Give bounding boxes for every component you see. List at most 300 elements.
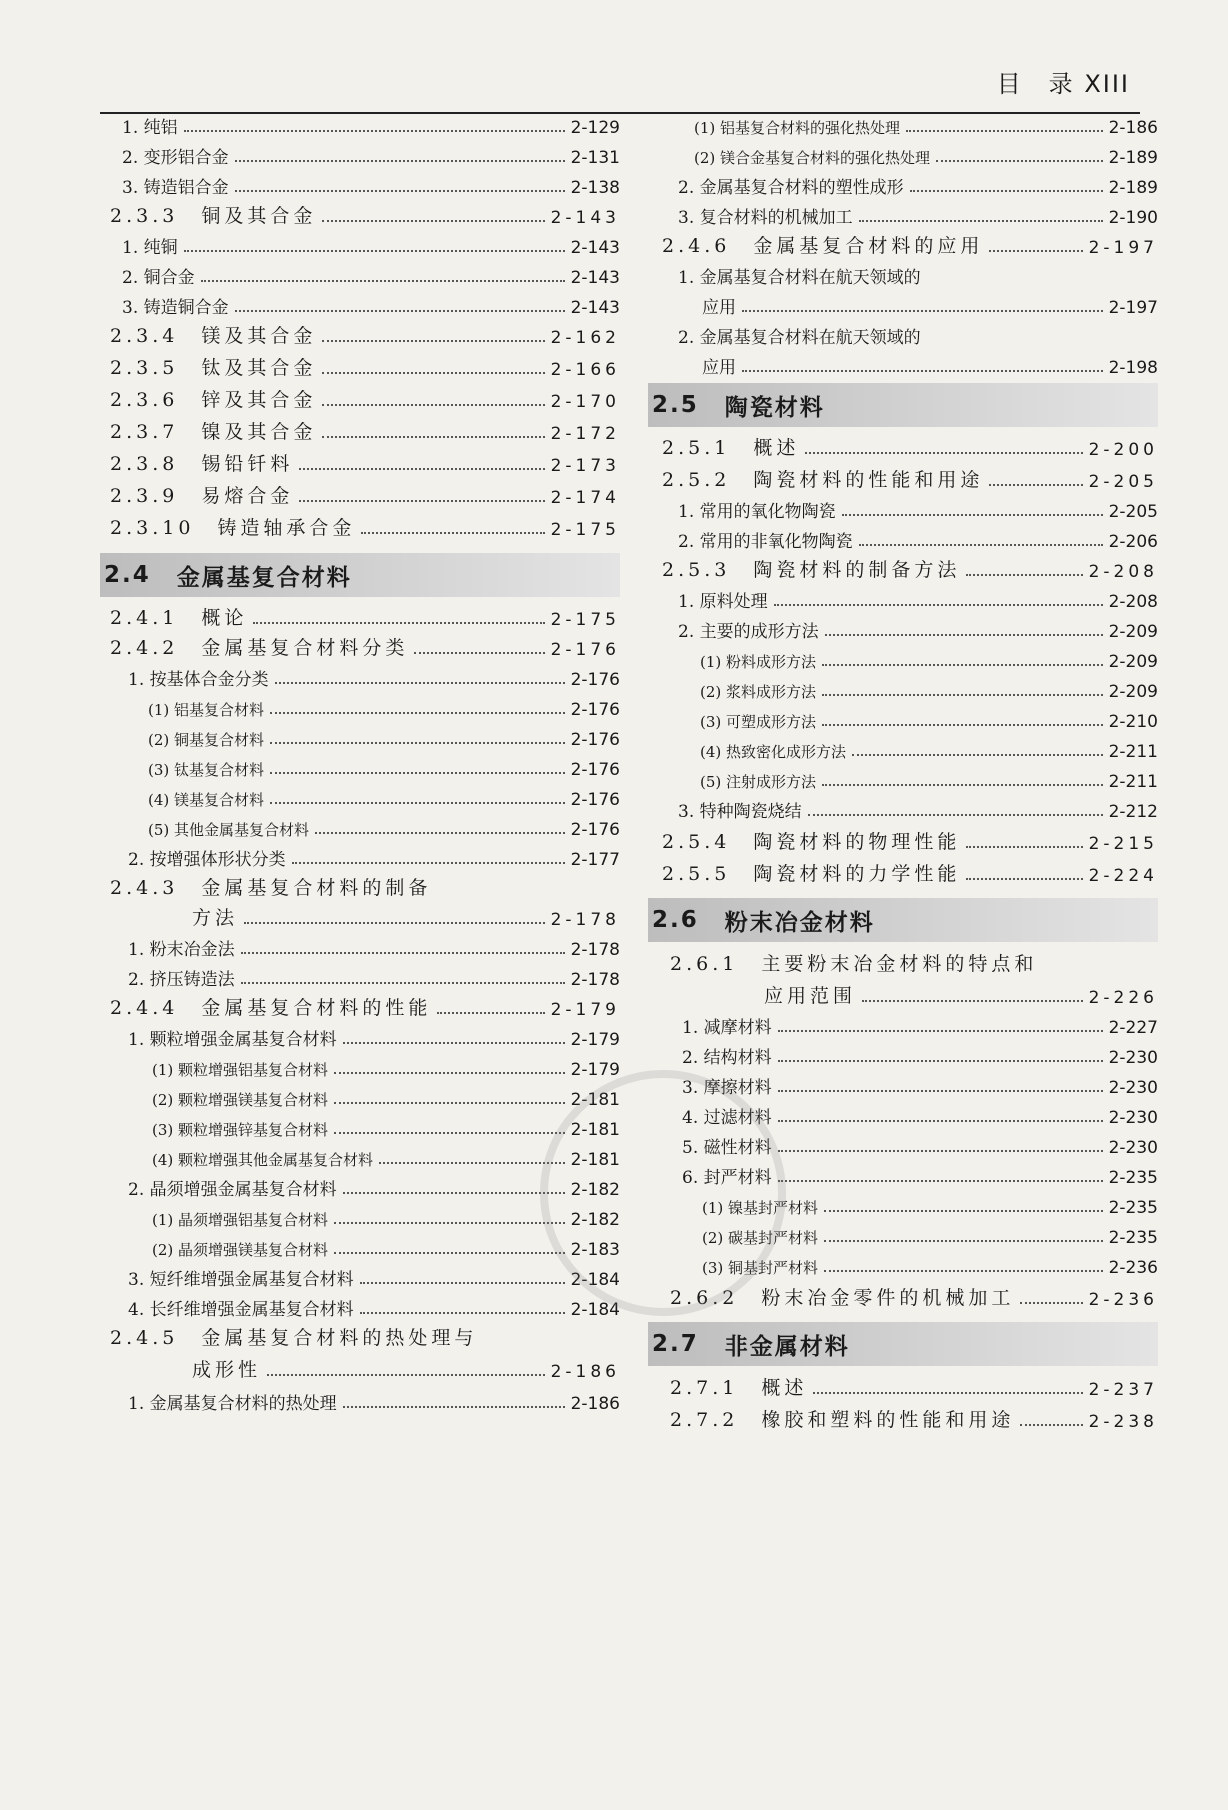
toc-entry[interactable] — [100, 1078, 620, 1110]
toc-entry-page: 2-197 — [1088, 238, 1158, 258]
toc-entry-label: 3. 铸造铜合金 — [122, 298, 229, 318]
toc-entry-label: 1. 纯铜 — [122, 238, 178, 258]
toc-leader-dots — [322, 436, 544, 438]
toc-section-heading[interactable] — [100, 553, 620, 597]
section-title: 粉末冶金材料 — [724, 909, 875, 936]
toc-entry[interactable] — [648, 760, 1158, 792]
toc-entry-page: 2-138 — [570, 178, 620, 198]
toc-leader-dots — [825, 634, 1103, 636]
toc-entry-label: 2.3.8 锡铅钎料 — [110, 453, 294, 475]
toc-entry-label: 2.3.3 铜及其合金 — [110, 205, 317, 227]
toc-entry-page: 2-215 — [1088, 834, 1158, 854]
toc-entry-label: (1) 铝基复合材料 — [148, 701, 265, 719]
toc-entry-page: 2-198 — [1108, 358, 1158, 378]
toc-entry-label: 1. 常用的氧化物陶瓷 — [678, 502, 836, 522]
toc-entry-page: 2-209 — [1108, 682, 1158, 702]
toc-entry-label: 2.5.5 陶瓷材料的力学性能 — [662, 863, 961, 885]
toc-entry[interactable] — [100, 1318, 620, 1350]
toc-entry-page: 2-208 — [1088, 562, 1158, 582]
toc-entry[interactable] — [648, 550, 1158, 582]
toc-entry-page: 2-166 — [550, 360, 620, 380]
toc-entry[interactable] — [100, 988, 620, 1020]
toc-entry-page: 2-209 — [1108, 652, 1158, 672]
toc-entry-label: (1) 粉料成形方法 — [700, 653, 817, 671]
toc-entry[interactable] — [100, 598, 620, 630]
toc-entry-label: 成形性 — [192, 1359, 262, 1381]
toc-entry-page: 2-235 — [1108, 1168, 1158, 1188]
toc-entry-label: 2.3.9 易熔合金 — [110, 485, 294, 507]
toc-entry-label: (5) 注射成形方法 — [700, 773, 817, 791]
toc-entry-label: 3. 特种陶瓷烧结 — [678, 802, 802, 822]
toc-entry-page: 2-211 — [1108, 742, 1158, 762]
toc-entry[interactable] — [100, 196, 620, 228]
toc-leader-dots — [315, 832, 565, 834]
toc-entry[interactable] — [100, 1108, 620, 1140]
toc-entry-label: 2.5.4 陶瓷材料的物理性能 — [662, 831, 961, 853]
toc-leader-dots — [201, 280, 565, 282]
toc-entry-page: 2-178 — [570, 970, 620, 990]
toc-entry-label: (3) 颗粒增强锌基复合材料 — [152, 1121, 329, 1139]
toc-entry[interactable] — [648, 822, 1158, 854]
toc-entry-page: 2-230 — [1108, 1078, 1158, 1098]
toc-entry-page: 2-236 — [1088, 1290, 1158, 1310]
toc-entry-page: 2-227 — [1108, 1018, 1158, 1038]
toc-entry-label: 2.3.6 锌及其合金 — [110, 389, 317, 411]
toc-leader-dots — [235, 310, 565, 312]
toc-entry-page: 2-189 — [1108, 148, 1158, 168]
toc-entry[interactable] — [648, 976, 1158, 1008]
toc-entry[interactable] — [648, 346, 1158, 378]
toc-entry-label: 2. 常用的非氧化物陶瓷 — [678, 532, 853, 552]
toc-entry[interactable] — [100, 380, 620, 412]
toc-section-heading[interactable] — [648, 1322, 1158, 1366]
toc-entry[interactable] — [100, 1350, 620, 1382]
toc-entry-page: 2-170 — [550, 392, 620, 412]
toc-entry-label: 2. 金属基复合材料在航天领域的 — [678, 328, 921, 348]
toc-entry[interactable] — [648, 106, 1158, 138]
toc-leader-dots — [778, 1060, 1103, 1062]
toc-entry-page: 2-205 — [1108, 502, 1158, 522]
toc-entry-label: (2) 颗粒增强镁基复合材料 — [152, 1091, 329, 1109]
toc-entry-label: 2. 结构材料 — [682, 1048, 772, 1068]
toc-entry-page: 2-209 — [1108, 622, 1158, 642]
toc-leader-dots — [824, 1210, 1103, 1212]
toc-leader-dots — [778, 1150, 1103, 1152]
toc-entry-page: 2-177 — [570, 850, 620, 870]
toc-entry[interactable] — [100, 718, 620, 750]
toc-leader-dots — [360, 1312, 565, 1314]
toc-entry-label: 2. 按增强体形状分类 — [128, 850, 286, 870]
toc-entry-page: 2-197 — [1108, 298, 1158, 318]
toc-leader-dots — [808, 814, 1103, 816]
toc-leader-dots — [778, 1030, 1103, 1032]
toc-entry-label: 1. 纯铝 — [122, 118, 178, 138]
section-number: 2.6 — [652, 907, 699, 933]
toc-entry-page: 2-230 — [1108, 1138, 1158, 1158]
toc-leader-dots — [822, 694, 1103, 696]
toc-entry[interactable] — [100, 256, 620, 288]
toc-entry-page: 2-183 — [570, 1240, 620, 1260]
toc-entry-label: 方法 — [192, 907, 239, 929]
toc-entry[interactable] — [100, 1288, 620, 1320]
toc-entry-label: 3. 铸造铝合金 — [122, 178, 229, 198]
toc-entry[interactable] — [648, 1036, 1158, 1068]
toc-leader-dots — [334, 1222, 565, 1224]
toc-entry-label: 2.3.5 钛及其合金 — [110, 357, 317, 379]
toc-leader-dots — [244, 922, 545, 924]
toc-entry-label: 2. 铜合金 — [122, 268, 195, 288]
toc-leader-dots — [989, 250, 1082, 252]
toc-entry-label: 2.7.2 橡胶和塑料的性能和用途 — [670, 1409, 1015, 1431]
toc-entry[interactable] — [100, 136, 620, 168]
toc-entry[interactable] — [100, 348, 620, 380]
toc-entry-page: 2-179 — [570, 1030, 620, 1050]
toc-leader-dots — [334, 1102, 565, 1104]
toc-entry-page: 2-211 — [1108, 772, 1158, 792]
toc-leader-dots — [778, 1180, 1103, 1182]
toc-entry-page: 2-230 — [1108, 1108, 1158, 1128]
toc-leader-dots — [299, 500, 544, 502]
toc-entry-label: (2) 铜基复合材料 — [148, 731, 265, 749]
toc-entry[interactable] — [100, 476, 620, 508]
toc-leader-dots — [360, 1282, 565, 1284]
toc-entry[interactable] — [648, 520, 1158, 552]
toc-entry-label: 1. 按基体合金分类 — [128, 670, 269, 690]
toc-entry[interactable] — [648, 166, 1158, 198]
toc-entry[interactable] — [100, 778, 620, 810]
toc-leader-dots — [774, 604, 1103, 606]
toc-leader-dots — [322, 340, 544, 342]
toc-entry[interactable] — [100, 166, 620, 198]
toc-leader-dots — [989, 484, 1082, 486]
toc-entry-page: 2-181 — [570, 1090, 620, 1110]
toc-entry-label: (4) 镁基复合材料 — [148, 791, 265, 809]
toc-leader-dots — [184, 250, 565, 252]
toc-leader-dots — [235, 160, 565, 162]
toc-entry[interactable] — [100, 1382, 620, 1414]
toc-entry-page: 2-200 — [1088, 440, 1158, 460]
toc-entry[interactable] — [648, 1400, 1158, 1432]
toc-entry-page: 2-176 — [570, 820, 620, 840]
toc-entry[interactable] — [100, 508, 620, 540]
toc-entry-page: 2-224 — [1088, 866, 1158, 886]
toc-entry-label: (2) 浆料成形方法 — [700, 683, 817, 701]
toc-leader-dots — [343, 1042, 565, 1044]
toc-entry[interactable] — [648, 256, 1158, 288]
toc-entry[interactable] — [100, 688, 620, 720]
toc-entry[interactable] — [648, 286, 1158, 318]
toc-entry-label: 2. 挤压铸造法 — [128, 970, 235, 990]
toc-entry[interactable] — [648, 316, 1158, 348]
toc-entry-page: 2-189 — [1108, 178, 1158, 198]
toc-leader-dots — [813, 1392, 1082, 1394]
toc-entry-page: 2-186 — [550, 1362, 620, 1382]
toc-leader-dots — [437, 1012, 544, 1014]
toc-entry-page: 2-206 — [1108, 532, 1158, 552]
section-title: 非金属材料 — [724, 1333, 850, 1360]
toc-leader-dots — [184, 130, 565, 132]
toc-leader-dots — [859, 544, 1103, 546]
toc-entry[interactable] — [648, 854, 1158, 886]
toc-entry-page: 2-176 — [570, 670, 620, 690]
toc-leader-dots — [842, 514, 1103, 516]
toc-leader-dots — [343, 1406, 565, 1408]
toc-entry-page: 2-237 — [1088, 1380, 1158, 1400]
toc-entry-label: 3. 复合材料的机械加工 — [678, 208, 853, 228]
toc-leader-dots — [966, 878, 1082, 880]
toc-section-heading[interactable] — [648, 383, 1158, 427]
toc-entry-label: (2) 镁合金基复合材料的强化热处理 — [694, 149, 931, 167]
toc-entry-label: (4) 颗粒增强其他金属基复合材料 — [152, 1151, 374, 1169]
section-title: 陶瓷材料 — [724, 394, 825, 421]
toc-entry-label: 1. 减摩材料 — [682, 1018, 772, 1038]
watermark-stamp — [540, 1070, 786, 1316]
toc-leader-dots — [824, 1240, 1103, 1242]
toc-entry-page: 2-238 — [1088, 1412, 1158, 1432]
toc-entry-label: 1. 金属基复合材料的热处理 — [128, 1394, 337, 1414]
toc-entry-page: 2-236 — [1108, 1258, 1158, 1278]
toc-entry-page: 2-131 — [570, 148, 620, 168]
toc-leader-dots — [822, 664, 1103, 666]
toc-entry[interactable] — [648, 226, 1158, 258]
toc-entry[interactable] — [100, 808, 620, 840]
toc-entry-page: 2-176 — [570, 790, 620, 810]
toc-entry-label: (1) 铝基复合材料的强化热处理 — [694, 119, 901, 137]
toc-entry[interactable] — [100, 898, 620, 930]
toc-leader-dots — [270, 802, 565, 804]
toc-entry[interactable] — [648, 580, 1158, 612]
toc-entry[interactable] — [648, 730, 1158, 762]
toc-entry[interactable] — [100, 928, 620, 960]
toc-leader-dots — [859, 220, 1103, 222]
toc-entry-label: (3) 钛基复合材料 — [148, 761, 265, 779]
toc-entry[interactable] — [100, 628, 620, 660]
toc-entry-page: 2-182 — [570, 1210, 620, 1230]
toc-entry[interactable] — [100, 444, 620, 476]
toc-entry-label: (5) 其他金属基复合材料 — [148, 821, 310, 839]
toc-entry[interactable] — [100, 1258, 620, 1290]
toc-entry[interactable] — [100, 958, 620, 990]
toc-entry[interactable] — [648, 944, 1158, 976]
toc-entry-label: 2.3.4 镁及其合金 — [110, 325, 317, 347]
toc-leader-dots — [322, 372, 544, 374]
toc-entry[interactable] — [100, 838, 620, 870]
toc-entry-label: 2.6.1 主要粉末冶金材料的特点和 — [670, 953, 1038, 975]
toc-leader-dots — [241, 982, 565, 984]
toc-entry[interactable] — [100, 412, 620, 444]
toc-entry-label: 2.4.2 金属基复合材料分类 — [110, 637, 409, 659]
toc-entry-label: (1) 晶须增强铝基复合材料 — [152, 1211, 329, 1229]
toc-entry-page: 2-179 — [570, 1060, 620, 1080]
toc-entry-label: 2.5.2 陶瓷材料的性能和用途 — [662, 469, 984, 491]
toc-entry-label: 6. 封严材料 — [682, 1168, 772, 1188]
toc-entry[interactable] — [648, 790, 1158, 822]
toc-leader-dots — [361, 532, 544, 534]
toc-entry[interactable] — [100, 658, 620, 690]
toc-entry-page: 2-179 — [550, 1000, 620, 1020]
toc-entry[interactable] — [100, 286, 620, 318]
toc-leader-dots — [267, 1374, 545, 1376]
toc-entry-label: (1) 颗粒增强铝基复合材料 — [152, 1061, 329, 1079]
toc-entry-label: 2.6.2 粉末冶金零件的机械加工 — [670, 1287, 1015, 1309]
toc-entry-page: 2-143 — [550, 208, 620, 228]
toc-leader-dots — [334, 1072, 565, 1074]
toc-entry-page: 2-176 — [570, 730, 620, 750]
toc-entry-page: 2-181 — [570, 1150, 620, 1170]
toc-entry[interactable] — [100, 1048, 620, 1080]
toc-entry-page: 2-143 — [570, 238, 620, 258]
toc-entry[interactable] — [100, 106, 620, 138]
toc-entry-label: (3) 铜基封严材料 — [702, 1259, 819, 1277]
toc-entry-label: 4. 过滤材料 — [682, 1108, 772, 1128]
toc-entry[interactable] — [648, 640, 1158, 672]
toc-entry-page: 2-143 — [570, 268, 620, 288]
toc-entry-label: 2.5.1 概述 — [662, 437, 800, 459]
toc-entry-page: 2-162 — [550, 328, 620, 348]
page-title: 目 录 XIII — [996, 70, 1130, 98]
toc-leader-dots — [334, 1132, 565, 1134]
section-number: 2.5 — [652, 392, 699, 418]
toc-entry-page: 2-212 — [1108, 802, 1158, 822]
toc-entry-label: 2.3.7 镍及其合金 — [110, 421, 317, 443]
toc-entry-page: 2-186 — [1108, 118, 1158, 138]
toc-entry[interactable] — [100, 868, 620, 900]
toc-leader-dots — [822, 724, 1103, 726]
section-title: 金属基复合材料 — [176, 564, 352, 591]
toc-leader-dots — [862, 1000, 1083, 1002]
toc-leader-dots — [270, 772, 565, 774]
toc-entry-label: (4) 热致密化成形方法 — [700, 743, 847, 761]
toc-leader-dots — [910, 190, 1103, 192]
toc-leader-dots — [936, 160, 1103, 162]
toc-entry-page: 2-143 — [570, 298, 620, 318]
toc-entry[interactable] — [100, 1018, 620, 1050]
toc-leader-dots — [1020, 1302, 1082, 1304]
toc-section-heading[interactable] — [648, 898, 1158, 942]
toc-leader-dots — [414, 652, 544, 654]
toc-leader-dots — [322, 220, 544, 222]
toc-entry-page: 2-173 — [550, 456, 620, 476]
toc-leader-dots — [805, 452, 1082, 454]
toc-entry[interactable] — [648, 428, 1158, 460]
toc-entry-label: 2.7.1 概述 — [670, 1377, 808, 1399]
toc-entry-page: 2-174 — [550, 488, 620, 508]
toc-entry-label: 4. 长纤维增强金属基复合材料 — [128, 1300, 354, 1320]
toc-entry-page: 2-208 — [1108, 592, 1158, 612]
toc-entry-page: 2-186 — [570, 1394, 620, 1414]
toc-entry-label: 2. 主要的成形方法 — [678, 622, 819, 642]
toc-entry-label: 2.4.1 概论 — [110, 607, 248, 629]
toc-leader-dots — [270, 742, 565, 744]
toc-entry-label: (2) 碳基封严材料 — [702, 1229, 819, 1247]
toc-entry-label: (2) 晶须增强镁基复合材料 — [152, 1241, 329, 1259]
toc-entry[interactable] — [648, 610, 1158, 642]
toc-leader-dots — [235, 190, 565, 192]
toc-entry-label: 3. 摩擦材料 — [682, 1078, 772, 1098]
toc-leader-dots — [299, 468, 544, 470]
toc-leader-dots — [824, 1270, 1103, 1272]
toc-entry-label: 应用 — [702, 358, 736, 378]
toc-entry[interactable] — [648, 196, 1158, 228]
toc-entry[interactable] — [648, 490, 1158, 522]
toc-leader-dots — [742, 310, 1103, 312]
section-number: 2.7 — [652, 1331, 699, 1357]
toc-entry-page: 2-190 — [1108, 208, 1158, 228]
toc-entry-label: 2. 晶须增强金属基复合材料 — [128, 1180, 337, 1200]
toc-entry-page: 2-178 — [550, 910, 620, 930]
toc-leader-dots — [966, 574, 1082, 576]
toc-entry-page: 2-235 — [1108, 1198, 1158, 1218]
toc-entry-label: 3. 短纤维增强金属基复合材料 — [128, 1270, 354, 1290]
toc-entry[interactable] — [648, 136, 1158, 168]
toc-entry[interactable] — [648, 460, 1158, 492]
section-number: 2.4 — [104, 562, 151, 588]
toc-entry-page: 2-226 — [1088, 988, 1158, 1008]
toc-leader-dots — [275, 682, 565, 684]
toc-entry[interactable] — [648, 670, 1158, 702]
toc-leader-dots — [778, 1090, 1103, 1092]
toc-entry-page: 2-235 — [1108, 1228, 1158, 1248]
toc-entry-label: 2.5.3 陶瓷材料的制备方法 — [662, 559, 961, 581]
toc-entry-label: 2.4.5 金属基复合材料的热处理与 — [110, 1327, 478, 1349]
toc-leader-dots — [742, 370, 1103, 372]
toc-leader-dots — [270, 712, 565, 714]
toc-leader-dots — [334, 1252, 565, 1254]
toc-leader-dots — [343, 1192, 565, 1194]
toc-entry[interactable] — [648, 1368, 1158, 1400]
toc-entry-label: 2.4.3 金属基复合材料的制备 — [110, 877, 432, 899]
toc-leader-dots — [852, 754, 1103, 756]
toc-leader-dots — [778, 1120, 1103, 1122]
toc-entry[interactable] — [100, 1228, 620, 1260]
toc-entry-label: 2. 变形铝合金 — [122, 148, 229, 168]
toc-entry-page: 2-230 — [1108, 1048, 1158, 1068]
toc-entry-page: 2-184 — [570, 1270, 620, 1290]
toc-entry-page: 2-176 — [550, 640, 620, 660]
toc-entry-label: 5. 磁性材料 — [682, 1138, 772, 1158]
toc-entry-page: 2-175 — [550, 520, 620, 540]
toc-leader-dots — [822, 784, 1103, 786]
toc-entry[interactable] — [100, 748, 620, 780]
toc-entry-label: (1) 镍基封严材料 — [702, 1199, 819, 1217]
toc-entry-page: 2-176 — [570, 760, 620, 780]
toc-entry-label: 应用 — [702, 298, 736, 318]
toc-entry-page: 2-184 — [570, 1300, 620, 1320]
toc-entry-page: 2-182 — [570, 1180, 620, 1200]
toc-entry-label: 2. 金属基复合材料的塑性成形 — [678, 178, 904, 198]
toc-entry-label: 2.3.10 铸造轴承合金 — [110, 517, 356, 539]
toc-leader-dots — [1020, 1424, 1082, 1426]
toc-leader-dots — [241, 952, 565, 954]
toc-leader-dots — [253, 622, 544, 624]
toc-entry-page: 2-205 — [1088, 472, 1158, 492]
toc-entry[interactable] — [100, 316, 620, 348]
toc-entry-page: 2-181 — [570, 1120, 620, 1140]
toc-entry-label: 1. 金属基复合材料在航天领域的 — [678, 268, 921, 288]
toc-leader-dots — [906, 130, 1103, 132]
toc-entry-page: 2-175 — [550, 610, 620, 630]
toc-entry-page: 2-176 — [570, 700, 620, 720]
toc-entry-page: 2-172 — [550, 424, 620, 444]
toc-entry[interactable] — [648, 700, 1158, 732]
toc-entry-label: 应用范围 — [764, 985, 857, 1007]
toc-entry[interactable] — [100, 226, 620, 258]
toc-entry-label: (3) 可塑成形方法 — [700, 713, 817, 731]
toc-entry[interactable] — [648, 1006, 1158, 1038]
toc-leader-dots — [379, 1162, 565, 1164]
toc-leader-dots — [322, 404, 544, 406]
toc-entry-label: 1. 粉末冶金法 — [128, 940, 235, 960]
